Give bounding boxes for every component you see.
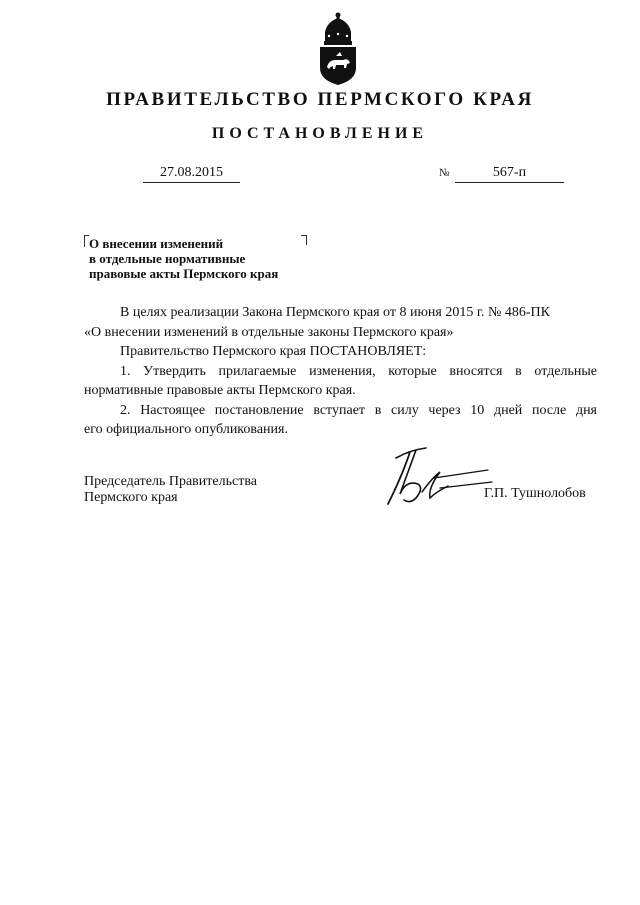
item-2-line: его официального опубликования. (84, 422, 288, 437)
document-subject (89, 236, 278, 281)
signer-name: Г.П. Тушнолобов (484, 486, 586, 501)
item-1-line: нормативные правовые акты Пермского края. (84, 383, 356, 398)
subject-line: в отдельные нормативные (89, 251, 246, 266)
document-date: 27.08.2015 (143, 165, 240, 183)
preamble-line: В целях реализации Закона Пермского края от 8 июня 2015 г. № 486-ПК (120, 305, 550, 320)
document-type: ПОСТАНОВЛЕНИЕ (211, 125, 429, 142)
document-number: 567-п (455, 165, 564, 183)
number-sign: № (439, 167, 450, 179)
signer-position-line: Пермского края (84, 490, 178, 505)
resolution-statement: Правительство Пермского края ПОСТАНОВЛЯЕТ: (120, 344, 427, 359)
subject-line: О внесении изменений (89, 236, 224, 251)
signer-position (84, 474, 257, 506)
item-1-line: 1. Утвердить прилагаемые изменения, которые вносятся в отдельные (120, 363, 597, 379)
organization-title: ПРАВИТЕЛЬСТВО ПЕРМСКОГО КРАЯ (106, 89, 534, 110)
handwritten-signature-icon (370, 442, 498, 512)
document-number-field (439, 165, 564, 183)
preamble-line: «О внесении изменений в отдельные законы Пермского края» (84, 324, 454, 340)
document-body (84, 303, 597, 440)
subject-corner-mark-right (301, 235, 307, 245)
signer-position-line: Председатель Правительства (84, 474, 257, 489)
item-2-line: 2. Настоящее постановление вступает в силу через 10 дней после дня (120, 402, 597, 418)
coat-of-arms-icon (317, 12, 359, 86)
subject-line: правовые акты Пермского края (89, 266, 279, 281)
